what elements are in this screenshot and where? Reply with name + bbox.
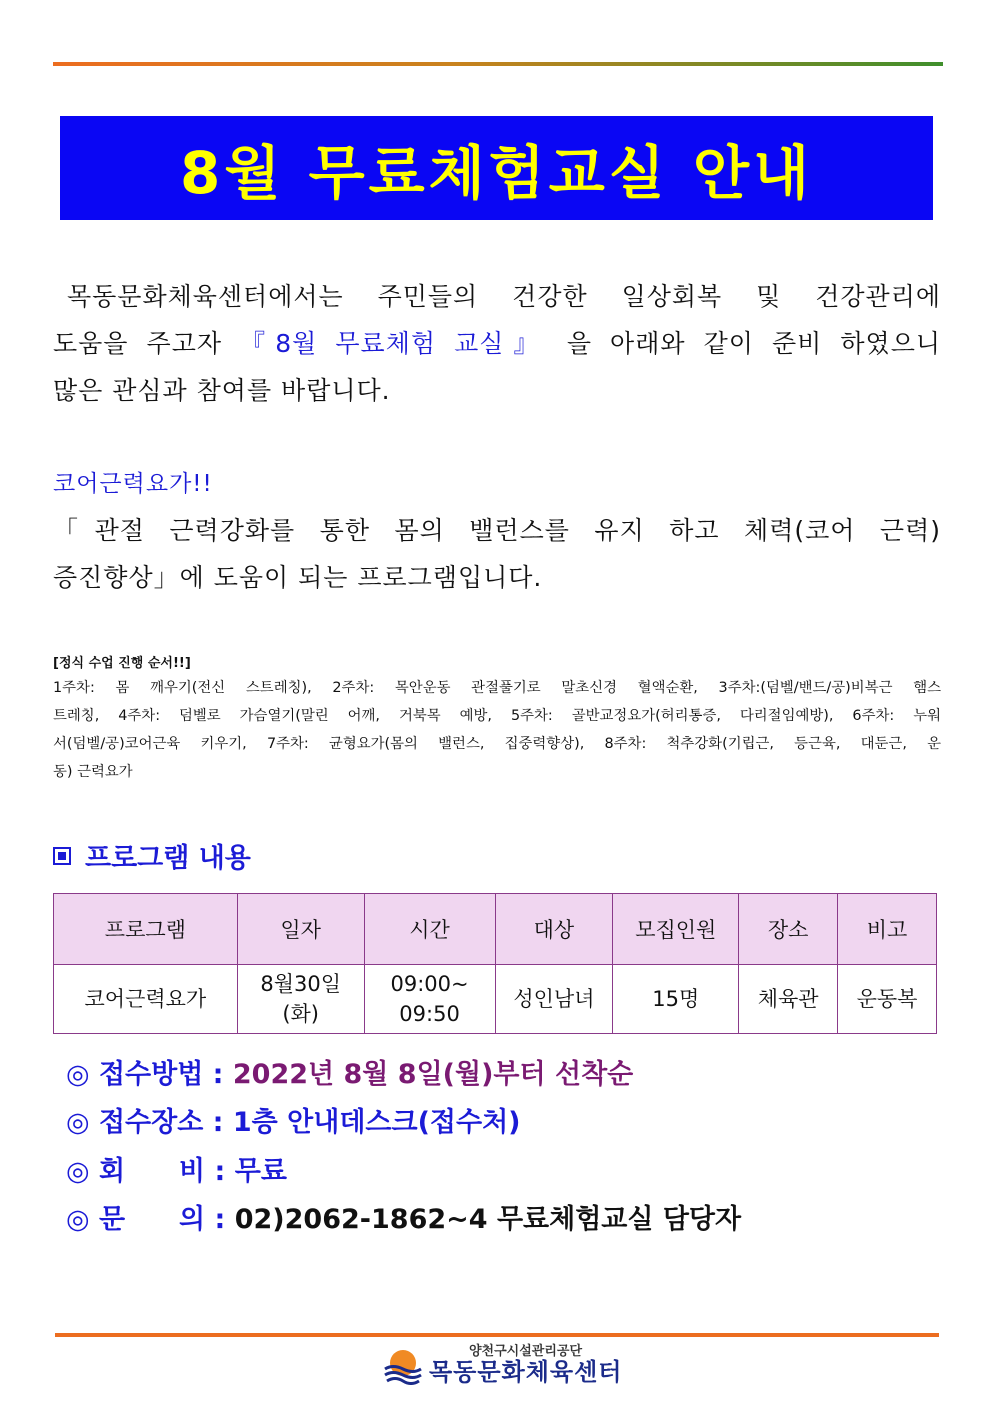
top-divider-line — [53, 62, 943, 66]
cell-capacity: 15명 — [613, 965, 739, 1034]
intro-line-1: 목동문화체육센터에서는 주민들의 건강한 일상회복 및 건강관리에 — [67, 282, 941, 311]
curriculum-line: 1주차: 몸 깨우기(전신 스트레칭), 2주차: 목안운동 관절풀기로 말초신경 혈액순환, 3주차:(덤벨/밴드/공)비복근 햄스 — [53, 680, 941, 696]
info-value: 02)2062-1862~4 무료체험교실 담당자 — [234, 1204, 742, 1235]
table-header-cell: 장소 — [739, 894, 838, 965]
curriculum-text — [53, 674, 941, 786]
intro-line-2-start: 도움을 주고자 — [53, 329, 222, 358]
info-key: ◎ 회 비 : — [66, 1156, 235, 1187]
curriculum-line: 트레칭, 4주차: 덤벨로 가슴열기(말린 어깨, 거북목 예방, 5주차: 골반교정요가(허리통증, 다리절임예방), 6주차: 누워 — [53, 708, 941, 724]
info-inquiry — [66, 1197, 741, 1236]
cell-note: 운동복 — [838, 965, 937, 1034]
program-title: 코어근력요가!! — [53, 471, 213, 497]
page-title: 8월 무료체험교실 안내 — [180, 139, 813, 207]
cell-program: 코어근력요가 — [54, 965, 238, 1034]
info-key: ◎ 문 의 : — [66, 1204, 235, 1235]
bottom-divider-line — [55, 1333, 939, 1337]
table-header-cell: 시간 — [364, 894, 495, 965]
footer-center-name: 목동문화체육센터 — [429, 1358, 623, 1387]
cell-date — [237, 965, 364, 1034]
cell-place: 체육관 — [739, 965, 838, 1034]
intro-line-2-end: 을 아래와 같이 준비 하였으니 — [566, 329, 941, 358]
curriculum-line: 서(덤벨/공)코어근육 키우기, 7주차: 균형요가(몸의 밸런스, 집중력향상), 8주차: 척추강화(기립근, 등근육, 대둔근, 운 — [53, 736, 941, 752]
cell-time-line-2: 09:50 — [399, 1002, 460, 1026]
title-banner — [60, 116, 933, 220]
table-header-cell: 대상 — [495, 894, 613, 965]
program-description — [53, 507, 941, 601]
section-heading — [53, 836, 251, 875]
info-value: 2022년 8월 8일(월)부터 선착순 — [232, 1059, 634, 1090]
cell-target: 성인남녀 — [495, 965, 613, 1034]
info-key: ◎ 접수방법 : — [66, 1059, 233, 1090]
cell-time — [364, 965, 495, 1034]
table-row — [54, 965, 937, 1034]
table-header-cell: 비고 — [838, 894, 937, 965]
curriculum-line: 동) 근력요가 — [53, 764, 133, 780]
info-registration-method — [66, 1052, 633, 1091]
cell-date-line-2: (화) — [282, 1002, 319, 1026]
program-desc-line-2: 증진향상」에 도움이 되는 프로그램입니다. — [53, 563, 543, 592]
info-fee — [66, 1149, 287, 1188]
table-header-cell: 모집인원 — [613, 894, 739, 965]
program-desc-line-1: 「관절 근력강화를 통한 몸의 밸런스를 유지 하고 체력(코어 근력) — [53, 516, 941, 545]
info-key: ◎ 접수장소 : — [66, 1107, 233, 1138]
intro-line-2 — [53, 320, 941, 367]
square-bullet-icon — [53, 847, 71, 865]
info-registration-place — [66, 1100, 521, 1139]
curriculum-heading: [정식 수업 진행 순서!!] — [53, 656, 191, 671]
intro-paragraph — [53, 273, 941, 414]
info-value: 무료 — [234, 1156, 287, 1187]
info-value: 1층 안내데스크(접수처) — [232, 1107, 521, 1138]
table-header-cell: 일자 — [237, 894, 364, 965]
sun-wave-logo-icon — [383, 1345, 423, 1385]
section-title: 프로그램 내용 — [85, 843, 251, 874]
program-table — [53, 893, 937, 1034]
intro-highlight: 『8월 무료체험 교실』 — [240, 329, 549, 358]
cell-time-line-1: 09:00~ — [390, 972, 469, 996]
cell-date-line-1: 8월30일 — [260, 972, 341, 996]
intro-line-3: 많은 관심과 참여를 바랍니다. — [53, 376, 391, 405]
footer-logo — [383, 1345, 622, 1386]
footer-org-name: 양천구시설관리공단 — [469, 1344, 583, 1359]
table-header-cell: 프로그램 — [54, 894, 238, 965]
table-header-row — [54, 894, 937, 965]
